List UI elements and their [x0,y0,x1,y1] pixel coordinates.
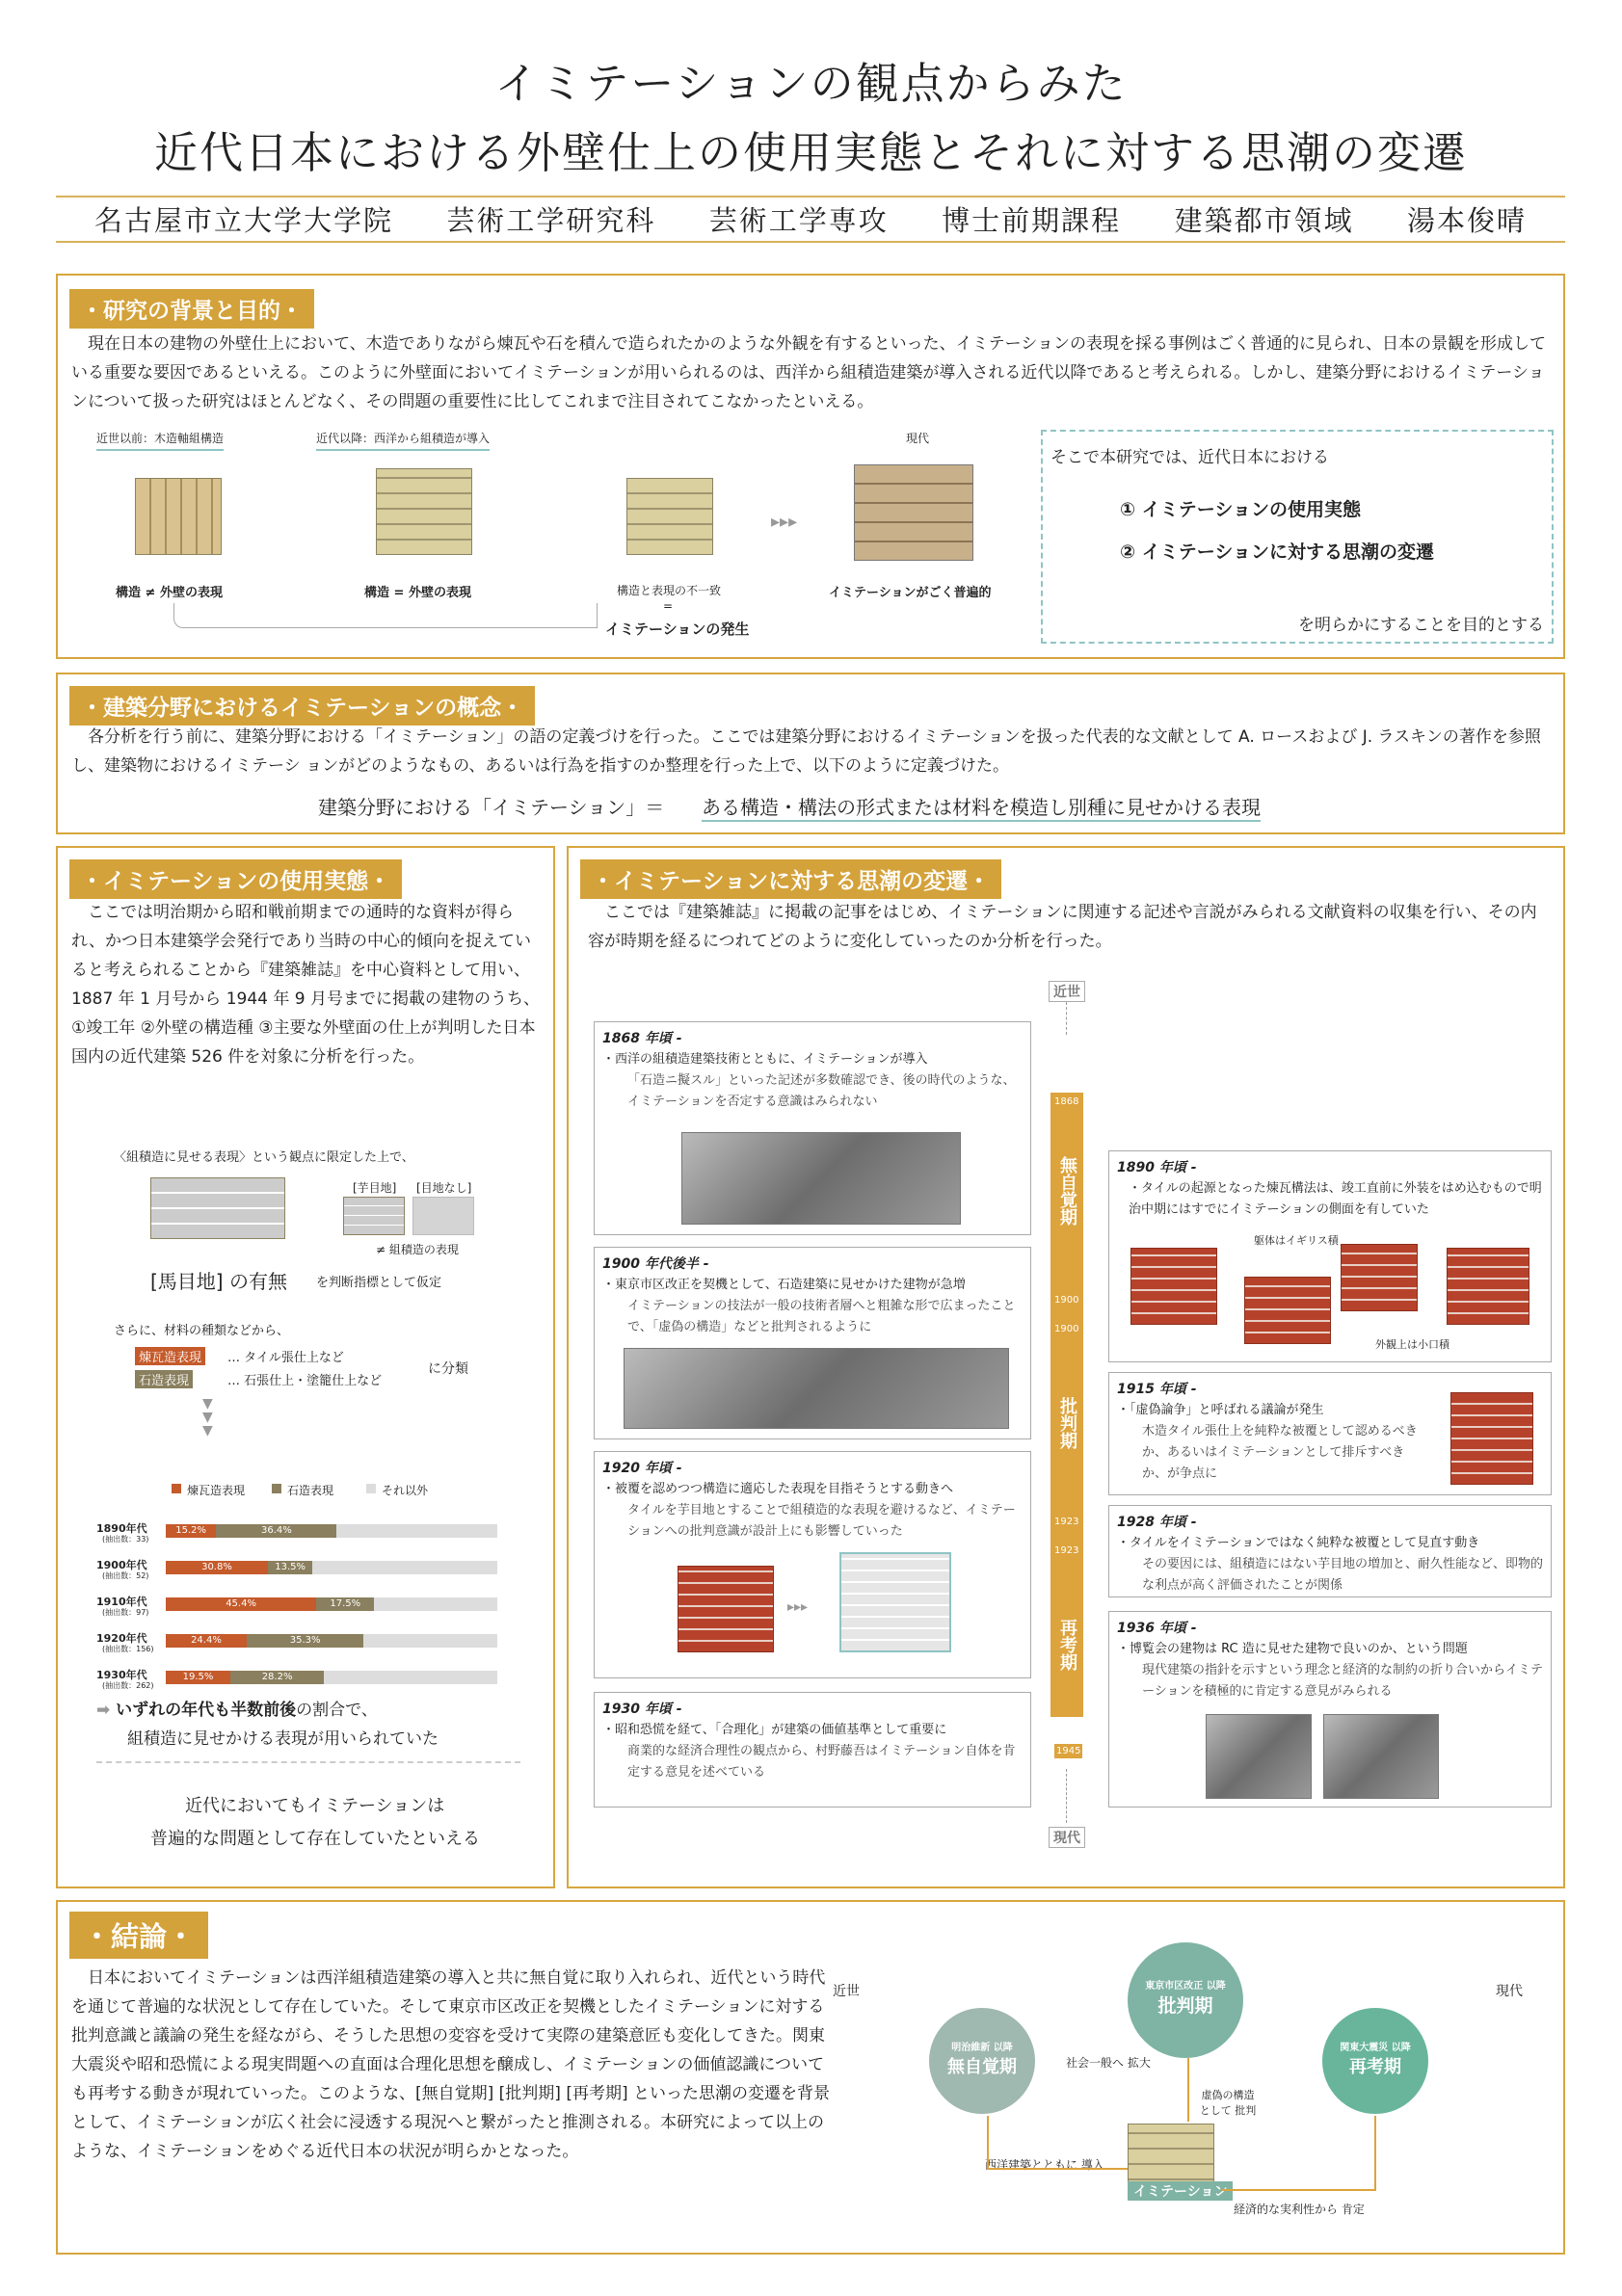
card-1868 [594,1021,1031,1235]
chart-sample-size: (抽出数：33) [102,1535,149,1544]
section-background [56,274,1565,659]
year-1900b: 1900 [1054,1324,1079,1334]
year-1900a: 1900 [1054,1295,1079,1306]
card-1920 [594,1451,1031,1678]
card-detail: イミテーションの技法が一般の技術者層へと粗雑な形で広まったことで、「虚偽の構造」などと批判されるように [627,1299,1016,1334]
card-point: ・被覆を認めつつ構造に適応した表現を目指そうとする動きへ [602,1482,954,1496]
card-detail: タイルを芋目地とすることで組積造的な表現を避けるなど、イミテーションへの批判意識が設計上にも影響していった [627,1503,1016,1539]
affil-field: 建築都市領域 [1174,203,1354,237]
chart-bar-stone: 28.2% [230,1671,324,1684]
section-thought [567,846,1565,1888]
section-tag: ・建築分野におけるイミテーションの概念・ [69,686,535,726]
chart-bar-stone: 35.3% [247,1634,363,1648]
definition-right: ある構造・構法の形式または材料を模造し別種に見せかける表現 [702,792,1261,822]
legend-brick: 煉瓦造表現 [187,1484,246,1497]
brick-figure-1 [1130,1248,1217,1325]
card-1936 [1108,1611,1552,1808]
era-1-text: 無自覚期 [1057,1156,1077,1226]
step-2: さらに、材料の種類などから、 [114,1324,290,1338]
chart-bar-stone: 36.4% [216,1524,336,1538]
caption-mismatch: 構造と表現の不一致 [617,584,722,597]
section-text: ここでは明治期から昭和戦前期までの通時的な資料が得られ、かつ日本建築学会発行であり当時の中心的傾向を捉えていると考えられることから『建築雑誌』を中心資料として用い、1887 年 1 月号から 1944 年 9 月号までに掲載の建物のうち、①竣工年 ②外壁の構造種 ③主要な外壁面の仕上が判明した日本国内の近代建築 526 件を対象に分析を行った。 [71,903,540,1067]
section-text: 日本においてイミテーションは西洋組積造建築の導入と共に無自覚に取り入れられ、近代という時代を通じて普遍的な状況として存在していた。そして東京市区改正を契機としたイミテーションに対する批判意識と議論の発生を経ながら、そうした思想の変容を受けて実際の建築意匠も変化してきた。関東大震災や昭和恐慌による現実問題への直面は合理化思想を醸成し、イミテーションの価値認識についても再考する動きが現れていった。このような、[無自覚期] [批判期] [再考期] といった思潮の変遷を背景として、イミテーションが広く社会に浸透する現況へと繋がったと推測される。本研究によって以上のような、イミテーションをめぐる近代日本の状況が明らかとなった。 [71,1968,831,2161]
timeline-dash-bottom [1066,1769,1067,1823]
classify-label: に分類 [428,1361,468,1377]
affil-major: 芸術工学専攻 [708,203,889,237]
conclusion-line-2: 組積造に見せかける表現が用いられていた [127,1729,439,1749]
section-tag: ・研究の背景と目的・ [69,289,314,329]
year-1923b: 1923 [1054,1545,1079,1556]
label-pre-modern: 近世以前：木造軸組構造 [96,430,224,451]
down-arrows-icon: ▼ ▼ ▼ [202,1396,213,1438]
circle-sub: 東京市区改正 以降 [1145,1981,1226,1992]
umeji-tail: を判断指標として仮定 [316,1276,442,1290]
label-criticism: 虚偽の構造として 批判 [1199,2089,1257,2117]
definition-left: 建築分野における「イミテーション」＝ [318,796,665,819]
legend-other: それ以外 [382,1484,429,1497]
arrow-icon: ▸▸▸ [787,1599,809,1615]
arrow-icon: ▸▸▸ [771,512,798,532]
aim-end: を明らかにすることを目的とする [1298,616,1544,635]
final-line-2: 普遍的な問題として存在していたといえる [150,1829,480,1849]
conclusion-tail: の割合で、 [296,1701,378,1720]
section-usage [56,846,555,1888]
flow-arrow-line [173,603,598,628]
aim-box [1041,430,1554,644]
label-introduce: 西洋建築とともに 導入 [985,2158,1104,2172]
section-tag: ・イミテーションの使用実態・ [69,859,402,899]
label-affirm: 経済的な実利性から 肯定 [1234,2203,1365,2216]
caption-structure-eq: 構造 = 外壁の表現 [364,586,471,600]
legend-swatch-brick [172,1484,181,1493]
legend-swatch-stone [272,1484,281,1493]
chart-sample-size: (抽出数：262) [102,1681,154,1690]
label-imo-meji: [芋目地] [353,1181,397,1195]
category-stone: 石造表現 [135,1370,193,1388]
label-imitation: イミテーション [1128,2181,1233,2201]
label-now: 現代 [906,432,930,445]
category-brick: 煉瓦造表現 [135,1347,205,1365]
final-line-1: 近代においてもイミテーションは [185,1796,445,1816]
conclusion-line-1: ➡ いずれの年代も半数前後の割合で、 [96,1701,378,1720]
circle-sub: 関東大震災 以降 [1340,2043,1411,2053]
building-photo [681,1132,961,1225]
header-rule-bottom [56,241,1565,243]
card-point: ・タイルをイミテーションではなく純粋な被覆として見直す動き [1117,1536,1480,1550]
circle-label: 無自覚期 [947,2057,1017,2077]
brick-wood-figure [1450,1392,1533,1485]
diagram-end: 現代 [1496,1984,1523,1999]
legend-stone: 石造表現 [287,1484,334,1497]
section-tag: ・イミテーションに対する思潮の変遷・ [580,859,1001,899]
affil-school: 芸術工学研究科 [446,203,656,237]
year-1868: 1868 [1054,1096,1079,1107]
card-1900 [594,1247,1031,1439]
caption-imitation-emerge: イミテーションの発生 [605,620,750,638]
buildings-photo [624,1348,1009,1429]
author-name: 湯本俊晴 [1406,203,1527,237]
circle-label: 批判期 [1157,1995,1213,2017]
card-detail: 商業的な経済合理性の観点から、村野藤吾はイミテーション自体を肯定する意見を述べている [627,1744,1016,1780]
year-1945: 1945 [1056,1746,1081,1756]
card-point: ・東京市区改正を契機として、石造建築に見せかけた建物が急増 [602,1278,966,1292]
label-not-masonry: ≠ 組積造の表現 [376,1243,459,1256]
chart-category-label: 1910年代 [96,1596,147,1608]
modern-wall-photo [854,464,973,561]
title-line-1: イミテーションの観点からみた [494,58,1128,109]
chart-sample-size: (抽出数：156) [102,1645,154,1653]
card-year: 1868 年頃 - [602,1031,682,1046]
card-year: 1936 年頃 - [1117,1621,1197,1636]
era-1-label [1050,1156,1083,1234]
card-year: 1920 年頃 - [602,1461,682,1476]
chart-category-label: 1890年代 [96,1522,147,1535]
arrow-affirm [1222,2116,1376,2191]
era-3-text: 再考期 [1057,1619,1077,1671]
card-detail: 現代建築の指針を示すという理念と経済的な制約の折り合いからイミテーションを積極的に肯定する意見がみられる [1142,1663,1544,1699]
chart-bar-stone: 13.5% [268,1561,312,1574]
chart-bar-brick: 30.8% [166,1561,268,1574]
aim-2: ② イミテーションに対する思潮の変遷 [1120,541,1434,563]
card-point: ・博覧会の建物は RC 造に見せた建物で良いのか、という問題 [1117,1642,1468,1656]
brick-tile-figure [678,1566,774,1652]
era-2-label [1050,1397,1083,1456]
label-english-bond: 躯体はイギリス積 [1254,1234,1339,1247]
card-year: 1890 年頃 - [1117,1160,1197,1175]
label-spread: 社会一般へ 拡大 [1066,2056,1151,2070]
equals-sign: = [663,599,674,613]
caption-structure-neq: 構造 ≠ 外壁の表現 [116,586,223,600]
wood-frame-figure [135,478,222,555]
chart-sample-size: (抽出数：97) [102,1608,149,1617]
brick-figure-2 [1244,1277,1331,1344]
label-header-bond: 外観上は小口積 [1375,1338,1449,1351]
imo-meji-tile-figure [839,1552,951,1652]
year-1923a: 1923 [1054,1517,1079,1527]
card-detail: 木造タイル張仕上を純粋な被覆として認めるべきか、あるいはイミテーションとして排斥すべきか、が争点に [1142,1424,1418,1481]
circle-critical [1128,1942,1243,2058]
timeline-start: 近世 [1049,981,1085,1002]
chart-category-label: 1930年代 [96,1669,147,1681]
label-no-meji: [目地なし] [416,1181,472,1195]
umeji-label: [馬目地] の有無 [150,1270,287,1293]
card-1928 [1108,1505,1552,1597]
section-text: 現在日本の建物の外壁仕上において、木造でありながら煉瓦や石を積んで造られたかのような外観を有するといった、イミテーションの表現を採る事例はごく普通的に見られ、日本の景観を形成している重要な要因であるといえる。このように外壁面においてイミテーションが用いられるのは、西洋から組積造建築が導入される近代以降であると考えられる。しかし、建築分野におけるイミテーションについて扱った研究はほとんどなく、その問題の重要性に比してこれまで注目されてこなかったといえる。 [71,334,1546,411]
diagram-start: 近世 [833,1984,860,1999]
category-brick-desc: … タイル張仕上など [227,1351,344,1365]
card-detail: 「石造ニ擬スル」といった記述が多数確認でき、後の時代のような、イミテーションを否定する意識はみられない [627,1073,1016,1109]
chart-sample-size: (抽出数：52) [102,1571,149,1580]
arrow-introduce [987,2116,1128,2170]
arrow-critical [1187,2058,1189,2122]
header-rule-top [56,196,1565,198]
legend-swatch-other [366,1484,376,1493]
step-1: 〈組積造に見せる表現〉という観点に限定した上で、 [114,1150,414,1165]
card-point: ・昭和恐慌を経て、「合理化」が建築の価値基準として重要に [602,1723,947,1737]
chart-bar-brick: 19.5% [166,1671,230,1684]
section-text: 各分析を行う前に、建築分野における「イミテーション」の語の定義づけを行った。ここでは建築分野におけるイミテーションを扱った代表的な文献として A. ロースおよび J. ラスキンの著作を参照し、建築物におけるイミテーシ ョンがどのようなもの、あるいは行為を指すのか整理を行った上で、以下のように定義づけた。 [71,727,1541,776]
section-tag: ・結論・ [69,1912,208,1959]
chart-category-label: 1920年代 [96,1632,147,1645]
card-point: ・「虚偽論争」と呼ばれる議論が発生 [1117,1403,1324,1417]
chart-bar-brick: 45.4% [166,1597,316,1611]
era-2-text: 批判期 [1057,1397,1077,1449]
chart-bar-stone: 17.5% [316,1597,374,1611]
circle-unaware [929,2008,1035,2114]
section-text: ここでは『建築雑誌』に掲載の記事をはじめ、イミテーションに関連する記述や言説がみられる文献資料の収集を行い、その内容が時期を経るにつれてどのように変化していったのか分析を行った。 [588,903,1537,951]
author-line [56,199,1565,238]
divider [96,1761,520,1763]
card-1930 [594,1692,1031,1808]
brick-figure-4 [1447,1248,1529,1325]
circle-reconsider [1322,2008,1428,2114]
chart-category-label: 1900年代 [96,1559,147,1571]
timeline-end: 現代 [1049,1827,1085,1848]
card-1915 [1108,1372,1552,1495]
brick-figure-3 [1341,1244,1418,1311]
card-year: 1930 年頃 - [602,1702,682,1717]
section-conclusion [56,1900,1565,2255]
section-definition [56,673,1565,834]
affil-course: 博士前期課程 [942,203,1122,237]
label-modern: 近代以降：西洋から組積造が導入 [316,430,490,451]
chart-bar-brick: 24.4% [166,1634,247,1648]
timeline-dash-top [1066,1002,1067,1035]
caption-imitation-common: イミテーションがごく普遍的 [829,586,992,600]
card-1890 [1108,1150,1552,1362]
card-year: 1928 年頃 - [1117,1515,1197,1530]
circle-label: 再考期 [1349,2057,1401,2077]
card-detail: その要因には、組積造にはない芋目地の増加と、耐久性能など、即物的な利点が高く評価されたことが関係 [1142,1557,1544,1593]
card-point: ・タイルの起源となった煉瓦構法は、竣工直前に外装をはめ込むもので明治中期にはすでにイミテーションの側面を有していた [1129,1181,1542,1217]
card-year: 1915 年頃 - [1117,1382,1197,1397]
category-stone-desc: … 石張仕上・塗籠仕上など [227,1374,383,1388]
aim-1: ① イミテーションの使用実態 [1120,499,1361,520]
aim-intro: そこで本研究では、近代日本における [1050,448,1329,467]
era-3-label [1050,1619,1083,1677]
masonry-figure [376,468,472,555]
chart-bar-brick: 15.2% [166,1524,216,1538]
card-point: ・西洋の組積造建築技術とともに、イミテーションが導入 [602,1052,928,1067]
exhibition-photo-2 [1323,1714,1439,1799]
affil-university: 名古屋市立大学大学院 [94,203,394,237]
mismatch-figure [626,478,713,555]
title-line-2: 近代日本における外壁仕上の使用実態とそれに対する思潮の変遷 [153,127,1468,178]
circle-sub: 明治維新 以降 [951,2043,1013,2053]
exhibition-photo-1 [1206,1714,1312,1799]
conclusion-emph: いずれの年代も半数前後 [116,1701,297,1720]
card-year: 1900 年代後半 - [602,1256,709,1272]
